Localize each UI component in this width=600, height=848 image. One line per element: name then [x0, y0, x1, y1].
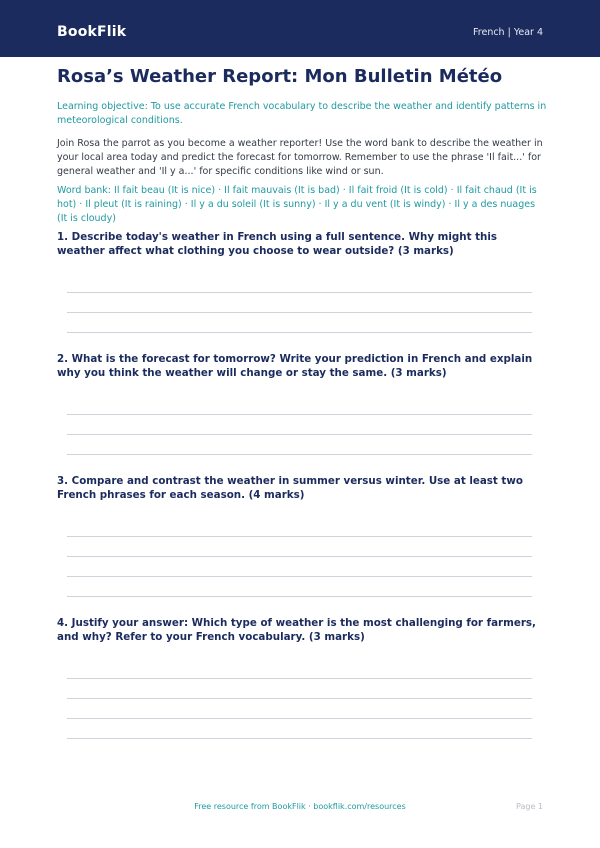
answer-line[interactable]: [67, 454, 532, 455]
answer-line[interactable]: [67, 698, 532, 699]
question-4: 4. Justify your answer: Which type of weather is the most challenging for farmers, and why? Refer to your French vocabulary. (3 marks): [57, 617, 536, 643]
header-bar: [0, 0, 600, 57]
brand-logo[interactable]: BookFlik: [57, 24, 127, 40]
question-3: 3. Compare and contrast the weather in summer versus winter. Use at least two French phrases for each season. (4 marks): [57, 475, 523, 501]
answer-line[interactable]: [67, 596, 532, 597]
answer-line[interactable]: [67, 414, 532, 415]
intro-text: Join Rosa the parrot as you become a weather reporter! Use the word bank to describe the weather in your local area today and predict the forecast for tomorrow. Remember to use the phrase 'Il fait...' for general weather and 'Il y a...' for specific conditions like wind or sun.: [57, 138, 543, 177]
answer-line[interactable]: [67, 576, 532, 577]
answer-line[interactable]: [67, 292, 532, 293]
footer-link[interactable]: Free resource from BookFlik · bookflik.com/resources: [194, 802, 406, 811]
word-bank: Word bank: Il fait beau (It is nice) · Il fait mauvais (It is bad) · Il fait froid (It is cold) · Il fait chaud (It is hot) · Il pleut (It is raining) · Il y a du soleil (It is sunny) · Il y a du vent (It is windy) · Il y a des nuages (It is cloudy): [57, 185, 537, 224]
answer-line[interactable]: [67, 312, 532, 313]
answer-line[interactable]: [67, 738, 532, 739]
question-1: 1. Describe today's weather in French using a full sentence. Why might this weather affect what clothing you choose to wear outside? (3 marks): [57, 231, 498, 257]
page-number: Page 1: [516, 802, 543, 811]
learning-objective: Learning objective: To use accurate French vocabulary to describe the weather and identify patterns in meteorological conditions.: [57, 101, 547, 126]
answer-line[interactable]: [67, 434, 532, 435]
answer-line[interactable]: [67, 556, 532, 557]
page-title: Rosa’s Weather Report: Mon Bulletin Météo: [57, 66, 503, 87]
answer-line[interactable]: [67, 718, 532, 719]
question-2: 2. What is the forecast for tomorrow? Write your prediction in French and explain why you think the weather will change or stay the same. (3 marks): [57, 353, 533, 379]
answer-line[interactable]: [67, 678, 532, 679]
answer-line[interactable]: [67, 332, 532, 333]
breadcrumb: French | Year 4: [473, 27, 543, 38]
answer-line[interactable]: [67, 536, 532, 537]
